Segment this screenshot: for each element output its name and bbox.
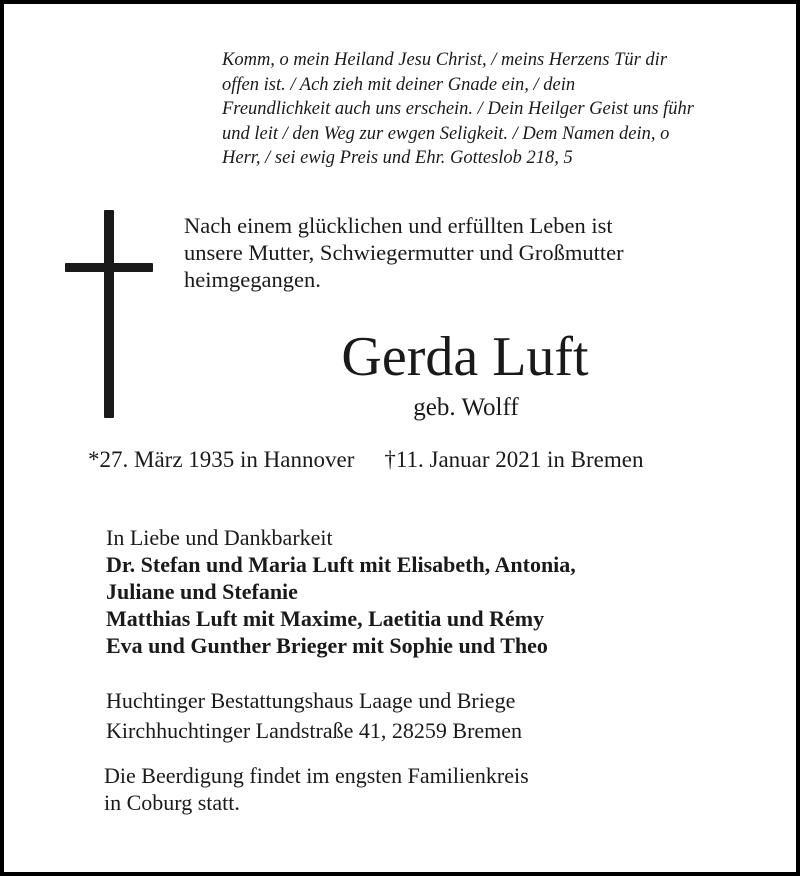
verse-line: Herr, / sei ewig Preis und Ehr. Gotteslob 218, 5 [222,148,573,168]
undertaker-address: Kirchhuchtinger Landstraße 41, 28259 Bremen [106,718,523,743]
verse-line: und leit / den Weg zur ewgen Seligkeit. / Dem Namen dein, o [222,123,670,144]
hymn-verse [222,48,762,171]
verse-line: Freundlichkeit auch uns erschein. / Dein Heilger Geist uns führ [222,99,695,119]
birth-date: *27. März 1935 in Hannover [88,447,355,472]
undertaker-info [106,686,746,746]
mourner-line: Juliane und Stefanie [106,579,298,604]
death-announcement [184,212,764,293]
life-dates [88,445,748,475]
announcement-line: heimgegangen. [184,267,321,292]
burial-notice [104,762,744,816]
verse-line: Komm, o mein Heiland Jesu Christ, / meins Herzens Tür dir [222,50,668,70]
mourner-line: Matthias Luft mit Maxime, Laetitia und Rémy [106,606,545,631]
mourners-intro: In Liebe und Dankbarkeit [106,525,333,550]
mourner-line: Dr. Stefan und Maria Luft mit Elisabeth, Antonia, [106,552,576,577]
announcement-line: unsere Mutter, Schwiegermutter und Großmutter [184,240,624,265]
deceased-name: Gerda Luft [341,326,589,388]
announcement-line: Nach einem glücklichen und erfüllten Leben ist [184,213,613,238]
mourners [106,524,746,659]
maiden-name: geb. Wolff [413,394,519,421]
burial-line: in Coburg statt. [104,790,240,815]
cross-horizontal-beam [65,263,153,272]
mourner-line: Eva und Gunther Brieger mit Sophie und Theo [106,633,548,658]
death-date: †11. Januar 2021 in Bremen [384,447,644,472]
burial-line: Die Beerdigung findet im engsten Familienkreis [104,763,529,788]
verse-line: offen ist. / Ach zieh mit deiner Gnade ein, / dein [222,74,576,95]
undertaker-name: Huchtinger Bestattungshaus Laage und Briege [106,688,516,713]
